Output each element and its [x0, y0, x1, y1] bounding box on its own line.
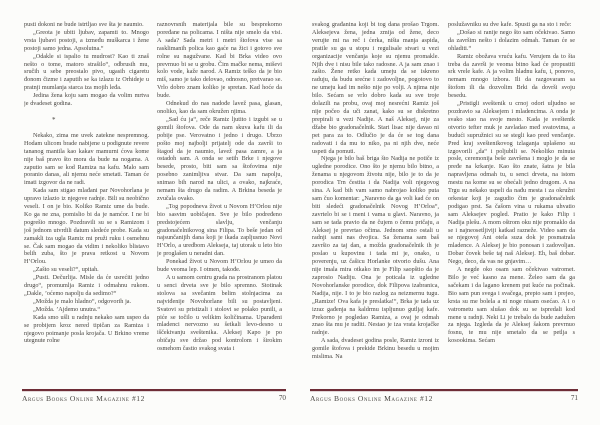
paragraph: A sada, dvadeset godina posle, Ramiz izroni iz gomile štofova i prekide Brkinu besedu u mojim mislima. Na — [312, 337, 439, 361]
paragraph: Ramiz obožava vruću kafu. Verujem da to šta treba da završi je veoma bitno kad će propustiti srk vrele kafe. A ja volim hladnu kafu, i, ponovo, nemam mnogo izbora. Ili da razgovaram sa štofom ili da dozvolim Brki da dovrši svoju besedu. — [448, 52, 575, 100]
paragraph: „Došao si ranije nego što sam očekivao. Samo da završim nešto i dolazim odmah. Taman će se ohladiti.“ — [448, 28, 575, 52]
paragraph: „Sad ću ja“, reče Ramiz ljutito i izgubi se u gomili štofova. Ode da nam skuva kafu ili da pobije pse. Verovatno i jedno i drugo. Ubrzo pošto moj najbolji prijatelj ode da završi to štagod da je naumio, lavež pasa zamre, a ja ostadoh sam. A onda se setih Brke i njegove besede, prosto, biti sam sa štofovima nije posebno zanimljiva stvar. Da sam napolju, snimao bih narod na ulici, a ovako, najkraće, nemam šta drugo da radim. A Brkina beseda je zvučala ovako. — [157, 115, 282, 202]
paragraph: raznovrsnih materijala bile su besprekorno poređane na policama. I ništa nije smelo da visi. A sada? Sada metri i metri štofova vise sa rasklimanih polica kao gaće na žici i gotovo sve rolne su nagužvane. Kad bi Brka video ovo prevrnuo bi se u grobu. Čim mačke nema, miševi kolo vode, kaže narod. A Ramiz teško da je bio miš, samo je tako delovao, odnosno, pretvarao se. Vrlo dobro znam koliko je spretan. Kad hoće da bude. — [157, 21, 282, 100]
paragraph: A negde oko osam sam očekivao vatromet. Bilo je već kasno za mene. Želeo sam da ga sačekam i da lagano krenem put kuće na počinak. Bio sam pun svega i svačega, prepio sam i prejeo, krsta su me bolela a ni noge nisam osećao. A i o vatrometu sam slušao dok su se ispredali kod mene u radnji. Neki Li je trebalo da bude zadužen za njega. Izgleda da je Aleksej šakom prevrnuo fosnu, te mu nije smetalo da se petlja s kosookima. Sećam — [448, 266, 575, 345]
paragraph: „Tog popodneva život u Novom H’Orlou nije bio sasvim uobičajen. Sve je bilo podređeno predstojećem slavlju, venčanju gradonačelnikovog sina Filipa. To beše jedan od najsunčanijih dana koji je ikada zapljusnuo Novi H’Orlo, a uredbom Alekseja, taj utorak u leto bio je proglašen u neradni dan. — [157, 202, 282, 258]
magazine-title: Argus Books Online Magazine #12 — [310, 393, 433, 403]
paragraph: Jedina žena koju sam mogao da volim mrtva je dvadeset godina. — [24, 92, 149, 108]
paragraph: A u samom centru grada na prostranom platou u senci drveta sve je bilo spremno. Stotinak stolova sa svečanim belim stolnjacima za najviđenije Novohorlane bili su postavljeni. Svatovi su pristizali i stolovi se polako punili, a piće se točilo u velikim količinama. Uparađeni mladenci nervozno su šetkali levo-desno u iščekivanju sveštenika. Aleksej Kapo je po običaju sve držao pod kontrolom i širokim osmehom častio svakog svata i — [157, 274, 282, 353]
paragraph: „Odakle si ispalio tu mudrost? Kao ti znaš nešto o tome, matoro strašilo“, odbrusih mu, sručih u sebe preostalo pivo, ugasih cigaretu đonom čizme i zaputih se ka izlazu iz Orhideje u pratnji mumlanja starca iza mojih leđa. — [24, 52, 149, 92]
paragraph: Kada smo ušli u radnju nekako sam uspeo da se probijem kroz nered tipičan za Ramiza i njegovo poimanje posla krojača. U Brkino vreme utegnute rolne — [24, 313, 149, 345]
text-columns-left — [24, 21, 282, 387]
paragraph: Odnekud do nas nadođe lavež pasa, glasan, onoliko, kao da sam okružen njima. — [157, 100, 282, 115]
text-columns-right — [312, 21, 575, 387]
paragraph: Njega je bilo baš briga što Nadija ne potiče iz ugledne porodice. Ono što je njemu bilo bitno, a ženama u njegovom životu nije, bilo je to da je porodica Trn čestita i da Nadija voli njegovog sina. A kad bih vam samo nabrojao koliko puta sam čuo komentar: „Naravno da ga voli kad će on biti sledeći gradonačelnik Novog H’Orloa“, zavrtelo bi se i meni i vama u glavi. Naravno, ja sam se tada pravio da ne čujem o čemu pričaju, a Aleksej je prevrtao očima. Jednom smo ostali u radnji sami nas dvojica. Sa ženama sam baš završio za taj dan, a možda gradonačelnik ih je poslao u kupovinu i tada mi je, onako, u poverenju, uz čašicu Horlanke otvorio dušu. Ana nije imala mira otkako im je Filip saopštio da je zaprosio Nadiju. Ona je poticala iz ugledne Novohorlanske porodice, dok Filipova izabranica, Nadija, nije. I to je bio razlog za neizmernu tugu. „Ramize! Ova kafa je preslatka!“, Brka je tada uz izraz gađenja na kaldrmu ispljunuo gutljaj kafe. Prekorno je pogledao Ramiza, a ovaj je odmah znao šta mu je raditi. Nestao je iza vrata krojačke radnje. — [312, 155, 439, 337]
paragraph: „Greota je ubiti ljubav, zapamti to. Mnogo vrsta ljubavi postoji, a između muškarca i žene postoji samo jedna. Apsolutna.“ — [24, 28, 149, 52]
text-column — [157, 21, 282, 387]
page-number: 71 — [570, 393, 578, 402]
paragraph: „Možda je malo hladno“, odgovorih ja. — [33, 297, 132, 305]
magazine-title: Argus Books Online Magazine #12 — [22, 393, 145, 403]
page-right — [300, 0, 600, 425]
paragraph: svakog građanina koji bi tog dana prošao Trgom. Aleksejeva žena, jedna zmija od žene, deco verujte mi na reč i ćerka, ništa manja aspida, pratile su ga u stopu i regulisale stvari u vezi organizacije venčanja koje su njemu promakle. Njih dve i nisu bile tako radosne. A ja sam znao i zašto. Žene retko kada umeju da se iskreno raduju, da budu srećne i zadovoljne, pogotovo to ne umeju kad im nešto nije po volji. A njima nije bilo. Sećam se vrlo dobro kada su sve troje dolazili na probu, ovaj moj nesrećni Ramiz još nije počeo da uči zanat, kako su se diskretno prepirali u vezi Nadije. A naš Aleksej, nije za džabe bio gradonačelnik. Stari lisac nije davao ni pet para za to. Odlučio je da će se tog dana radovati i da mu to niko, pa ni njih dve, neće uspeti da pomuti. — [312, 21, 439, 155]
text-column — [448, 21, 575, 387]
paragraph: Nekako, zima me uvek zatekne nespremnog. Hodam ulicom brade nabijene u podignute revere tananog mantila kao kakav mamurni ćova kome nije baš pravo što mora da bude na nogama. A zaputio sam se kod Ramiza na kafu. Malo sam poranio danas, ali njemu neće smetati. Taman će imati izgovor da ne radi. — [24, 131, 149, 187]
paragraph: Ponekad život u Novom H’Orlou je umeo da bude veoma lep. I otmen, takođe. — [157, 258, 282, 274]
paragraph: „Pusti. Dečurlija. Misle da će usrećiti jedno drugo“, promumlja Ramiz i odmahnu rukom. „Dakle, ’oćemo napolju da sedimo?“ — [24, 274, 149, 297]
text-column — [312, 21, 439, 387]
paragraph: „Zašto su veseli?“, upitah. — [33, 266, 99, 274]
paragraph: poslužavniku su dve kafe. Spusti ga na sto i reče: — [448, 21, 572, 28]
section-separator: * — [52, 115, 57, 124]
page-footer — [22, 389, 286, 411]
paragraph: Kada sam stigao mlađani par Novohorlana je upravo izlazio iz njegove radnje. Bili su neobično veseli. I on je bio. Koliko Ramiz ume da bude. Ko ga ne zna, pomislio bi da je namćor. I ne bi pogrešio mnogo. Pozdravili su se s Ramizom i još jednom utvrdili datum sledeće probe. Kada su zamakli iza ugla Ramiz mi pruži ruku i osmehnu se. Čak sam mogao da vidim i nekoliko blistavo belih zuba, što je prava retkost u Novom H’Orlou. — [24, 187, 149, 266]
paragraph: „Možda. ’Ajdemo unutra.“ — [33, 305, 101, 313]
page-number: 70 — [278, 393, 286, 402]
paragraph: „Pristigli sveštenik u crnoj odori uljudno se pozdravio sa Aleksejem i mladencima. A onda je svako stao na svoje mesto. Kada je sveštenik otvorio tefter muk je zavladao međ svatovima, a budući supružnici su se stegli kao pred venčanje. Pred kraj sveštenikovog izlaganja uplašeno su izgovorili „da“ i poljubili se. Nekoliko minuta posle, ceremonija beše završena i moglo je da se pređe na krkanje. Kao što znate, šatra je bila napravljena odmah tu, u senci drveta, na istom mestu na kome su se obećali jedno drugom. A na Trgu su nekako uspeli da nađu mesta i za okružni orkestar koji je zagudio čim je gradonačelnik podigao prst. Sa čašom vina u rukama uhvatio sam Aleksejev pogled. Pratio je kako Filip i Nadija plešu. A mom oštrom oku nije promaklo da se i najneosetljiviji katkad razneže. Video sam da se njegovoj Ani otela suza dok je posmatrala mladence. A Aleksej je bio ponosan i zadovoljan. Dobar čovek beše taj naš Aleksej. Eh, baš dobar. Nego, deco, da vas ne gnjavim… — [448, 100, 575, 266]
page-footer — [310, 389, 578, 411]
text-column — [24, 21, 149, 387]
paragraph: pusti dokoni ne bude istrtljao sve šta je naumio. — [24, 21, 144, 28]
